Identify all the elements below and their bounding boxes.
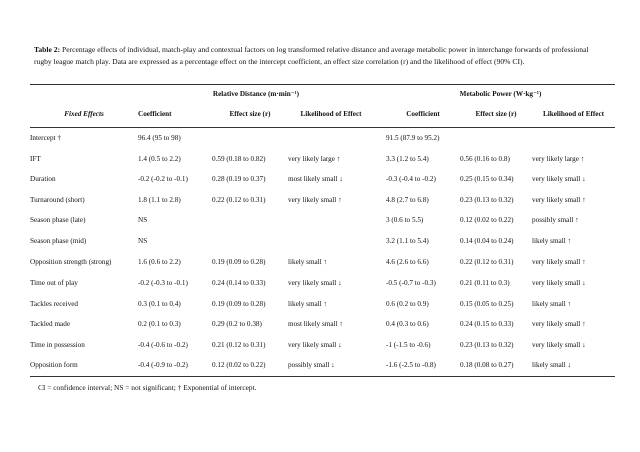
mp-effect-size-header: Effect size (r) [460, 102, 532, 128]
fixed-effect-label: Time in possession [30, 340, 85, 349]
rd-likelihood-cell: most likely small ↑ [288, 320, 343, 328]
rd-effect-size-header: Effect size (r) [212, 102, 288, 128]
column-header-row [30, 102, 615, 128]
mp-coefficient-cell: 3.3 (1.2 to 5.4) [386, 154, 429, 163]
mp-coefficient-cell: -0.5 (-0.7 to -0.3) [386, 279, 436, 287]
rd-coefficient-header: Coefficient [138, 102, 212, 128]
rd-coefficient-cell: NS [138, 236, 148, 245]
fixed-effect-label: Duration [30, 175, 56, 183]
mp-coefficient-cell: 0.4 (0.3 to 0.6) [386, 320, 429, 328]
rd-effect-size-cell: 0.12 (0.02 to 0.22) [212, 355, 288, 376]
rd-likelihood-cell: very likely small ↓ [288, 340, 342, 349]
mp-coefficient-cell: -0.3 (-0.4 to -0.2) [386, 175, 436, 183]
mp-coefficient-cell: 0.6 (0.2 to 0.9) [386, 299, 429, 308]
rd-effect-size-cell: 0.29 (0.2 to 0.38) [212, 320, 262, 328]
rd-coefficient-cell: -0.4 (-0.9 to -0.2) [138, 355, 212, 376]
mp-coefficient-header: Coefficient [386, 102, 460, 128]
fixed-effect-label: Season phase (mid) [30, 236, 87, 245]
rd-likelihood-cell: very likely large ↑ [288, 154, 341, 163]
rd-effect-size-cell: 0.59 (0.18 to 0.82) [212, 154, 266, 163]
rd-effect-size-cell: 0.22 (0.12 to 0.31) [212, 195, 266, 204]
rd-coefficient-cell: NS [138, 216, 148, 224]
mp-effect-size-cell: 0.25 (0.15 to 0.34) [460, 175, 514, 183]
mp-likelihood-cell: very likely small ↑ [532, 195, 586, 204]
rd-likelihood-cell: likely small ↑ [288, 257, 328, 266]
fixed-effect-label: Season phase (late) [30, 216, 86, 224]
fixed-effect-label: IFT [30, 154, 41, 163]
rd-coefficient-cell: 1.6 (0.6 to 2.2) [138, 257, 181, 266]
rd-effect-size-cell [212, 128, 288, 149]
results-table [30, 84, 615, 377]
table-row [30, 231, 615, 252]
rd-likelihood-cell [288, 210, 374, 231]
table-row [30, 294, 615, 315]
mp-likelihood-cell: very likely small ↑ [532, 320, 586, 328]
mp-coefficient-cell: 91.5 (87.9 to 95.2) [386, 134, 440, 142]
rd-likelihood-cell: possibly small ↓ [288, 355, 374, 376]
table-number: Table 2: [34, 45, 61, 54]
group-header-row [30, 85, 615, 103]
mp-likelihood-cell: likely small ↑ [532, 299, 572, 308]
rd-likelihood-cell: likely small ↑ [288, 299, 328, 308]
fixed-effect-label: Tackles received [30, 299, 78, 308]
rd-likelihood-cell [288, 128, 374, 149]
rd-coefficient-cell: 96.4 (95 to 98) [138, 134, 181, 142]
mp-likelihood-cell: very likely large ↑ [532, 154, 585, 163]
mp-effect-size-cell: 0.22 (0.12 to 0.31) [460, 257, 514, 266]
rd-coefficient-cell: -0.2 (-0.3 to -0.1) [138, 279, 188, 287]
metabolic-power-group: Metabolic Power (W·kg⁻¹) [386, 85, 615, 103]
fixed-effect-label: Time out of play [30, 279, 78, 287]
mp-likelihood-cell [532, 128, 615, 149]
table-row [30, 149, 615, 170]
table-row [30, 190, 615, 211]
rd-effect-size-cell [212, 210, 288, 231]
fixed-effect-label: Turnaround (short) [30, 195, 85, 204]
table-row [30, 251, 615, 273]
mp-likelihood-cell: very likely small ↑ [532, 257, 586, 266]
fixed-effect-label: Tackled made [30, 320, 71, 328]
rd-likelihood-cell: very likely small ↑ [288, 195, 342, 204]
table-footnote: CI = confidence interval; NS = not significant; † Exponential of intercept. [38, 383, 257, 392]
mp-effect-size-cell: 0.14 (0.04 to 0.24) [460, 236, 514, 245]
table-row [30, 169, 615, 190]
mp-likelihood-cell: very likely small ↓ [532, 175, 586, 183]
fixed-effects-header: Fixed Effects [30, 102, 138, 128]
fixed-effect-label: Opposition strength (strong) [30, 257, 112, 266]
mp-likelihood-cell: very likely small ↓ [532, 279, 586, 287]
mp-likelihood-cell: possibly small ↑ [532, 216, 579, 224]
table-row [30, 314, 615, 335]
mp-likelihood-cell: likely small ↑ [532, 236, 572, 245]
mp-coefficient-cell: 3 (0.6 to 5.5) [386, 216, 424, 224]
mp-coefficient-cell: -1.6 (-2.5 to -0.8) [386, 355, 460, 376]
mp-effect-size-cell: 0.15 (0.05 to 0.25) [460, 299, 514, 308]
relative-distance-group: Relative Distance (m·min⁻¹) [138, 85, 374, 103]
mp-effect-size-cell: 0.24 (0.15 to 0.33) [460, 320, 514, 328]
rd-effect-size-cell: 0.24 (0.14 to 0.33) [212, 279, 266, 287]
rd-effect-size-cell: 0.28 (0.19 to 0.37) [212, 175, 266, 183]
table-row [30, 273, 615, 294]
table-row [30, 128, 615, 149]
table-row [30, 335, 615, 356]
mp-effect-size-cell [460, 128, 532, 149]
mp-effect-size-cell: 0.21 (0.11 to 0.3) [460, 279, 510, 287]
mp-likelihood-header: Likelihood of Effect [532, 102, 615, 128]
mp-coefficient-cell: 4.8 (2.7 to 6.8) [386, 195, 429, 204]
caption-text: Percentage effects of individual, match-play and contextual factors on log transformed relative distance and average metabolic power in interchange forwards of professional rugby league match play. Data are expressed as a percentage effect on the intercept coefficient, an effect size correlation (r) and the likelihood of effect (90% CI). [34, 45, 589, 66]
rd-likelihood-cell: most likely small ↓ [288, 175, 343, 183]
rd-coefficient-cell: 1.8 (1.1 to 2.8) [138, 195, 181, 204]
rd-likelihood-cell [288, 231, 374, 252]
fixed-effect-label: Opposition form [30, 355, 138, 376]
mp-effect-size-cell: 0.23 (0.13 to 0.32) [460, 195, 514, 204]
mp-coefficient-cell: 3.2 (1.1 to 5.4) [386, 236, 429, 245]
rd-likelihood-header: Likelihood of Effect [288, 102, 374, 128]
table-caption [34, 44, 608, 68]
rd-effect-size-cell: 0.19 (0.09 to 0.28) [212, 299, 266, 308]
rd-coefficient-cell: -0.4 (-0.6 to -0.2) [138, 340, 188, 349]
mp-effect-size-cell: 0.56 (0.16 to 0.8) [460, 154, 510, 163]
mp-likelihood-cell: likely small ↓ [532, 355, 615, 376]
mp-likelihood-cell: very likely small ↓ [532, 340, 586, 349]
mp-effect-size-cell: 0.18 (0.08 to 0.27) [460, 355, 532, 376]
mp-effect-size-cell: 0.12 (0.02 to 0.22) [460, 216, 514, 224]
table-row [30, 210, 615, 231]
rd-coefficient-cell: 1.4 (0.5 to 2.2) [138, 154, 181, 163]
table-body [30, 128, 615, 377]
rd-coefficient-cell: 0.2 (0.1 to 0.3) [138, 320, 181, 328]
rd-effect-size-cell [212, 231, 288, 252]
rd-effect-size-cell: 0.19 (0.09 to 0.28) [212, 257, 266, 266]
rd-effect-size-cell: 0.21 (0.12 to 0.31) [212, 340, 266, 349]
table-row [30, 355, 615, 376]
rd-likelihood-cell: very likely small ↓ [288, 279, 342, 287]
rd-coefficient-cell: 0.3 (0.1 to 0.4) [138, 299, 181, 308]
mp-effect-size-cell: 0.23 (0.13 to 0.32) [460, 340, 514, 349]
fixed-effect-label: Intercept † [30, 134, 61, 142]
rd-coefficient-cell: -0.2 (-0.2 to -0.1) [138, 175, 188, 183]
mp-coefficient-cell: 4.6 (2.6 to 6.6) [386, 257, 429, 266]
mp-coefficient-cell: -1 (-1.5 to -0.6) [386, 340, 431, 349]
